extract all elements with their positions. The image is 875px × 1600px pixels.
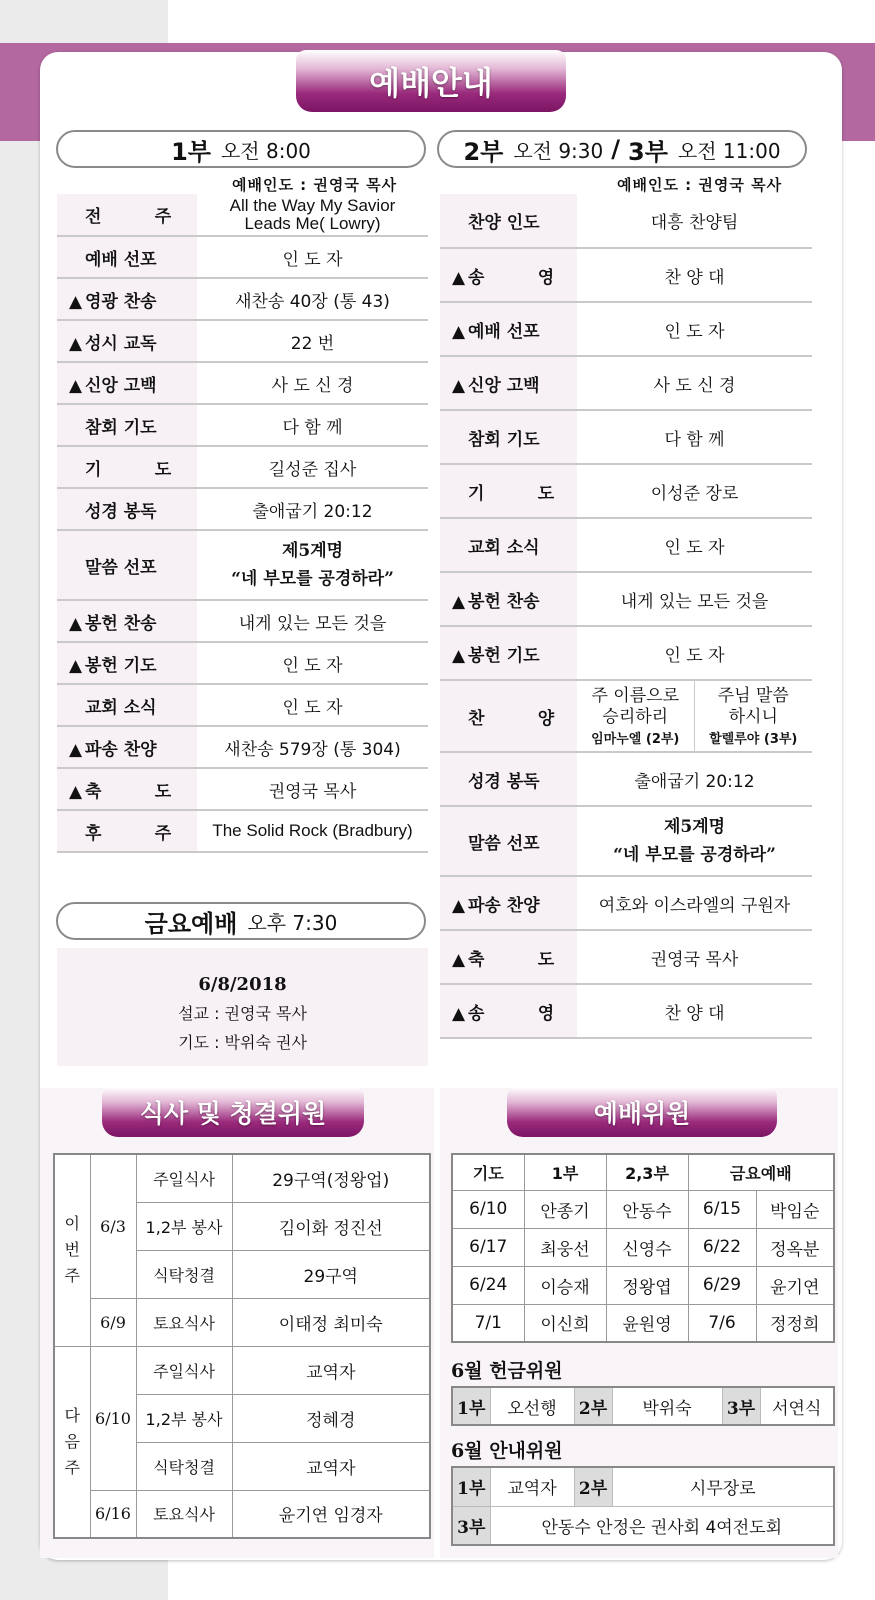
service23-header (437, 130, 807, 168)
order-label-text: 예배 선포 (468, 321, 540, 342)
order-value: 사 도 신 경 (197, 362, 428, 404)
friday-header (56, 902, 426, 940)
order-label (440, 248, 577, 302)
order-label (57, 642, 197, 684)
order-label-text: 신앙 고백 (468, 375, 540, 396)
order-value: 권영국 목사 (197, 768, 428, 810)
committee-cell: 안종기 (524, 1190, 606, 1228)
order-row (57, 684, 428, 726)
order-row (440, 752, 812, 806)
order-label (440, 876, 577, 930)
committee-cell: 6/15 (688, 1190, 756, 1228)
triangle-icon: ▲ (69, 655, 83, 676)
order-row (57, 726, 428, 768)
order-value: 이성준 장로 (577, 464, 812, 518)
order-row (440, 356, 812, 410)
order-row (57, 446, 428, 488)
meal-name: 29구역 (232, 1250, 430, 1298)
order-label-text: 파송 찬양 (85, 739, 157, 760)
order-value: 제5계명 “네 부모를 공경하라” (197, 530, 428, 600)
order-value: 22 번 (197, 320, 428, 362)
order-value: 인 도 자 (577, 626, 812, 680)
order-label (440, 626, 577, 680)
order-value: 다 함 께 (197, 404, 428, 446)
committee-row (452, 1304, 834, 1342)
order-label (440, 464, 577, 518)
offering-k1: 1부 (452, 1387, 490, 1425)
this-week-label: 이 번 주 (54, 1154, 90, 1346)
order-label-text: 말씀 선포 (85, 557, 157, 578)
order-label (440, 984, 577, 1038)
order-label-text: 후 주 (85, 823, 172, 844)
order-label (57, 278, 197, 320)
order-label-text: 교회 소식 (85, 697, 157, 718)
service3-label: 3부 (628, 137, 668, 166)
order-value: 찬 양 대 (577, 984, 812, 1038)
meal-task: 주일식사 (136, 1154, 232, 1202)
order-label-text: 성경 봉독 (85, 501, 157, 522)
order-value: 인 도 자 (577, 302, 812, 356)
order-value: 내게 있는 모든 것을 (577, 572, 812, 626)
order-value: 찬 양 대 (577, 248, 812, 302)
order-label (57, 404, 197, 446)
usher-v3: 안동수 안정은 권사회 4여전도회 (490, 1506, 834, 1545)
order-label (57, 446, 197, 488)
order-label-text: 참회 기도 (85, 417, 157, 438)
order-label (440, 356, 577, 410)
committee-cell: 6/22 (688, 1228, 756, 1266)
worship-guide-banner (296, 50, 566, 112)
order-row (440, 572, 812, 626)
order-row (57, 488, 428, 530)
committee-cell: 윤원영 (606, 1304, 688, 1342)
committee-cell: 7/1 (452, 1304, 524, 1342)
order-row (57, 768, 428, 810)
order-value: 대흥 찬양팀 (577, 194, 812, 248)
triangle-icon: ▲ (69, 291, 83, 312)
committee-header: 기도 (452, 1154, 524, 1190)
committee-cell: 6/10 (452, 1190, 524, 1228)
hymn-right (694, 680, 812, 752)
order-row (440, 680, 812, 752)
order-label-text: 봉헌 찬송 (468, 591, 540, 612)
committee-header: 1부 (524, 1154, 606, 1190)
committee-cell: 최웅선 (524, 1228, 606, 1266)
service1-header (56, 130, 426, 168)
service2-time: 오전 9:30 (513, 138, 604, 163)
offering-table (451, 1386, 835, 1426)
order-label-text: 봉헌 찬송 (85, 613, 157, 634)
hymn-left-sub: 임마누엘 (2부) (591, 731, 680, 747)
meal-name: 교역자 (232, 1346, 430, 1394)
meal-task: 식탁청결 (136, 1250, 232, 1298)
committee-cell: 6/17 (452, 1228, 524, 1266)
offering-title: 6월 헌금위원 (451, 1360, 563, 1382)
committee-row (452, 1190, 834, 1228)
order-label (440, 302, 577, 356)
order-row (57, 194, 428, 236)
meal-task: 식탁청결 (136, 1442, 232, 1490)
service-separator: / (611, 135, 621, 163)
committee-cell: 정왕엽 (606, 1266, 688, 1304)
committee-header-row (452, 1154, 834, 1190)
triangle-icon: ▲ (69, 781, 83, 802)
order-value: All the Way My Savior Leads Me( Lowry) (197, 194, 428, 236)
order-label (57, 362, 197, 404)
order-row (440, 626, 812, 680)
order-row (57, 404, 428, 446)
triangle-icon: ▲ (452, 321, 466, 342)
order-label-text: 참회 기도 (468, 429, 540, 450)
friday-info (57, 948, 428, 1066)
committee-table (451, 1153, 835, 1343)
triangle-icon: ▲ (69, 739, 83, 760)
meal-task: 1,2부 봉사 (136, 1202, 232, 1250)
order-label (57, 488, 197, 530)
hymn-left-title: 주 이름으로 승리하리 (591, 685, 679, 727)
usher-k1: 1부 (452, 1467, 490, 1506)
order-label-text: 성시 교독 (85, 333, 157, 354)
meal-title: 식사 및 청결위원 (139, 1099, 327, 1128)
committee-cell: 박임순 (756, 1190, 834, 1228)
triangle-icon: ▲ (452, 1003, 466, 1024)
usher-title: 6월 안내위원 (451, 1440, 563, 1462)
order-value: 제5계명 “네 부모를 공경하라” (577, 806, 812, 876)
order-label-text: 찬양 인도 (468, 213, 540, 233)
order-label-text: 신앙 고백 (85, 375, 157, 396)
meal-row (54, 1490, 430, 1538)
order-label-text: 찬 양 (468, 708, 555, 729)
order-row (57, 810, 428, 852)
meal-name: 29구역(정왕업) (232, 1154, 430, 1202)
order-row (440, 410, 812, 464)
order-value: 새찬송 40장 (통 43) (197, 278, 428, 320)
offering-k3: 3부 (722, 1387, 760, 1425)
order-row (440, 518, 812, 572)
order-label-text: 봉헌 기도 (85, 655, 157, 676)
order-label (57, 726, 197, 768)
order-row (440, 464, 812, 518)
order-label (57, 768, 197, 810)
order-value: 사 도 신 경 (577, 356, 812, 410)
order-label (57, 600, 197, 642)
committee-cell: 정정희 (756, 1304, 834, 1342)
meal-date: 6/9 (90, 1298, 136, 1346)
service1-time: 오전 8:00 (220, 138, 311, 163)
friday-prayer: 기도 : 박위숙 권사 (178, 1033, 307, 1052)
triangle-icon: ▲ (69, 375, 83, 396)
order-value: 인 도 자 (577, 518, 812, 572)
service1-order-table (57, 194, 428, 853)
meal-banner (102, 1087, 364, 1137)
order-label (440, 410, 577, 464)
committee-cell: 7/6 (688, 1304, 756, 1342)
order-value: 여호와 이스라엘의 구원자 (577, 876, 812, 930)
committee-row (452, 1266, 834, 1304)
order-row (57, 530, 428, 600)
usher-v1: 교역자 (490, 1467, 574, 1506)
offering-v3: 서연식 (760, 1387, 834, 1425)
order-label (57, 684, 197, 726)
committee-row (452, 1228, 834, 1266)
meal-name: 교역자 (232, 1442, 430, 1490)
order-label-text: 송 영 (468, 267, 555, 288)
meal-row (54, 1298, 430, 1346)
order-row (57, 320, 428, 362)
order-label (57, 530, 197, 600)
triangle-icon: ▲ (452, 949, 466, 970)
triangle-icon: ▲ (452, 375, 466, 396)
order-row (57, 362, 428, 404)
order-label (440, 752, 577, 806)
order-label-text: 전 주 (85, 207, 172, 227)
order-value: 길성준 집사 (197, 446, 428, 488)
order-label (440, 194, 577, 248)
meal-name: 윤기연 임경자 (232, 1490, 430, 1538)
friday-time: 오후 7:30 (247, 910, 338, 935)
order-value: 내게 있는 모든 것을 (197, 600, 428, 642)
order-label (57, 320, 197, 362)
order-value: 인 도 자 (197, 684, 428, 726)
order-label-text: 봉헌 기도 (468, 645, 540, 666)
meal-task: 토요식사 (136, 1490, 232, 1538)
order-value: The Solid Rock (Bradbury) (197, 810, 428, 852)
meal-name: 이태정 최미숙 (232, 1298, 430, 1346)
order-label-text: 축 도 (468, 949, 555, 970)
service23-order-table (440, 194, 812, 1039)
order-label-text: 말씀 선포 (468, 833, 540, 854)
order-row (57, 236, 428, 278)
order-label-text: 송 영 (468, 1003, 555, 1024)
meal-date: 6/10 (90, 1346, 136, 1490)
usher-k2: 2부 (574, 1467, 612, 1506)
committee-title: 예배위원 (593, 1099, 691, 1128)
service1-leader: 예배인도 : 권영국 목사 (232, 176, 398, 194)
order-label (440, 572, 577, 626)
triangle-icon: ▲ (452, 645, 466, 666)
meal-row (54, 1154, 430, 1202)
order-row (440, 248, 812, 302)
meal-date: 6/16 (90, 1490, 136, 1538)
order-label-text: 기 도 (85, 459, 172, 480)
service1-label: 1부 (171, 137, 211, 166)
order-label (440, 518, 577, 572)
order-row (440, 194, 812, 248)
service23-leader: 예배인도 : 권영국 목사 (617, 176, 783, 194)
committee-header: 금요예배 (688, 1154, 834, 1190)
committee-cell: 6/24 (452, 1266, 524, 1304)
hymn-right-title: 주님 말씀 하시니 (717, 685, 789, 727)
triangle-icon: ▲ (69, 613, 83, 634)
order-row (440, 984, 812, 1038)
order-value: 권영국 목사 (577, 930, 812, 984)
service2-label: 2부 (463, 137, 504, 166)
meal-name: 김이화 정진선 (232, 1202, 430, 1250)
triangle-icon: ▲ (452, 895, 466, 916)
committee-cell: 안동수 (606, 1190, 688, 1228)
service3-time: 오전 11:00 (677, 138, 781, 163)
hymn-right-sub: 할렐루야 (3부) (709, 731, 798, 747)
order-row (57, 600, 428, 642)
meal-table (53, 1153, 431, 1539)
meal-task: 주일식사 (136, 1346, 232, 1394)
order-value: 새찬송 579장 (통 304) (197, 726, 428, 768)
order-row (57, 642, 428, 684)
order-label-text: 파송 찬양 (468, 895, 540, 916)
meal-row (54, 1346, 430, 1394)
order-row (440, 302, 812, 356)
committee-cell: 6/29 (688, 1266, 756, 1304)
page-title: 예배안내 (369, 64, 493, 102)
order-value: 출애굽기 20:12 (197, 488, 428, 530)
order-label-text: 축 도 (85, 781, 172, 802)
meal-task: 1,2부 봉사 (136, 1394, 232, 1442)
order-label-text: 예배 선포 (85, 249, 157, 270)
usher-v2: 시무장로 (612, 1467, 834, 1506)
order-label (57, 236, 197, 278)
order-label-text: 교회 소식 (468, 537, 540, 558)
next-week-label: 다 음 주 (54, 1346, 90, 1538)
order-label (57, 194, 197, 236)
order-label-text: 성경 봉독 (468, 771, 540, 792)
committee-header: 2,3부 (606, 1154, 688, 1190)
committee-cell: 신영수 (606, 1228, 688, 1266)
usher-table (451, 1466, 835, 1546)
committee-cell: 이신희 (524, 1304, 606, 1342)
committee-cell: 이승재 (524, 1266, 606, 1304)
meal-date: 6/3 (90, 1154, 136, 1298)
order-row (57, 278, 428, 320)
offering-v2: 박위숙 (612, 1387, 722, 1425)
order-label-text: 영광 찬송 (85, 291, 157, 312)
meal-name: 정혜경 (232, 1394, 430, 1442)
friday-preacher: 설교 : 권영국 목사 (178, 1004, 307, 1023)
order-label (57, 810, 197, 852)
triangle-icon: ▲ (452, 591, 466, 612)
offering-v1: 오선행 (490, 1387, 574, 1425)
order-row (440, 876, 812, 930)
order-label (440, 680, 577, 752)
committee-banner (507, 1087, 777, 1137)
hymn-left (577, 680, 694, 752)
order-row (440, 930, 812, 984)
order-value: 다 함 께 (577, 410, 812, 464)
friday-date: 6/8/2018 (198, 974, 287, 995)
order-label (440, 930, 577, 984)
friday-label: 금요예배 (144, 909, 238, 938)
order-label (440, 806, 577, 876)
usher-k3: 3부 (452, 1506, 490, 1545)
order-value: 인 도 자 (197, 236, 428, 278)
order-value: 인 도 자 (197, 642, 428, 684)
meal-task: 토요식사 (136, 1298, 232, 1346)
order-row (440, 806, 812, 876)
triangle-icon: ▲ (452, 267, 466, 288)
committee-cell: 윤기연 (756, 1266, 834, 1304)
offering-k2: 2부 (574, 1387, 612, 1425)
committee-cell: 정옥분 (756, 1228, 834, 1266)
triangle-icon: ▲ (69, 333, 83, 354)
order-label-text: 기 도 (468, 483, 555, 504)
order-value: 출애굽기 20:12 (577, 752, 812, 806)
